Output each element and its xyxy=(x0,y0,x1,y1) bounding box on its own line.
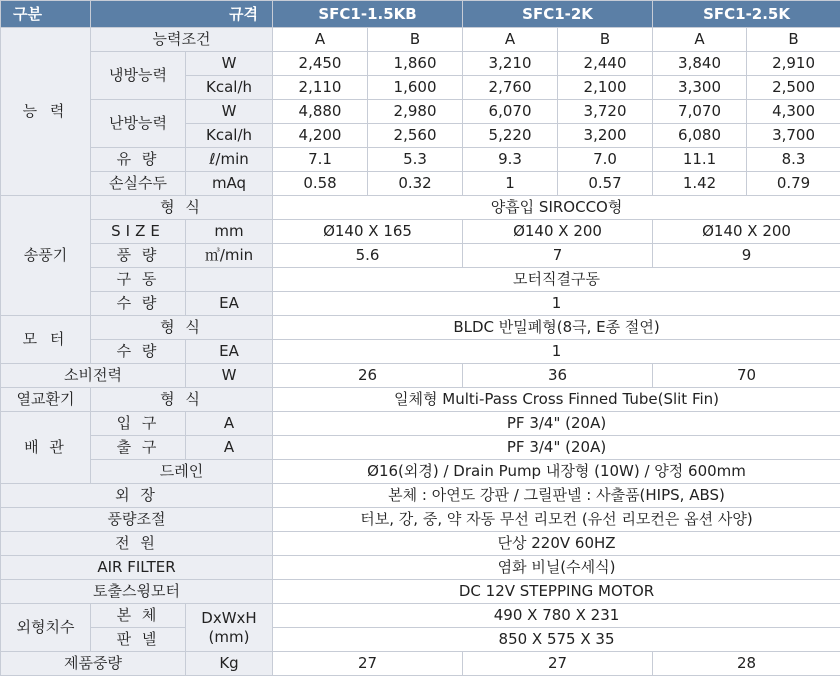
row-weight xyxy=(1,652,840,676)
cell: 5.6 xyxy=(273,244,463,268)
cell: 9.3 xyxy=(463,148,558,172)
row-inlet xyxy=(1,412,840,436)
header-model: SFC1-2.5K xyxy=(653,1,840,28)
row-condition xyxy=(1,28,840,52)
cell: 3,200 xyxy=(558,124,653,148)
unit-w: W xyxy=(186,100,273,124)
value-fan-type: 양흡입 SIROCCO형 xyxy=(273,196,840,220)
cell: 3,700 xyxy=(747,124,840,148)
cell: Ø140 X 200 xyxy=(653,220,840,244)
cell: 3,300 xyxy=(653,76,747,100)
cell: 27 xyxy=(463,652,653,676)
cell: 2,760 xyxy=(463,76,558,100)
cell: B xyxy=(368,28,463,52)
header-model: SFC1-1.5KB xyxy=(273,1,463,28)
row-power xyxy=(1,364,840,388)
value-dim-body: 490 X 780 X 231 xyxy=(273,604,840,628)
cell: B xyxy=(747,28,840,52)
cell: 9 xyxy=(653,244,840,268)
label-condition: 능력조건 xyxy=(91,28,273,52)
row-air-filter xyxy=(1,556,840,580)
label-power: 소비전력 xyxy=(1,364,186,388)
cell: A xyxy=(653,28,747,52)
cell: B xyxy=(558,28,653,52)
row-fan-size xyxy=(1,220,840,244)
header-row xyxy=(1,1,840,28)
unit-flow: ℓ/min xyxy=(186,148,273,172)
label-headloss: 손실수두 xyxy=(91,172,186,196)
cell: 7 xyxy=(463,244,653,268)
label-inlet: 입 구 xyxy=(91,412,186,436)
cell: 3,210 xyxy=(463,52,558,76)
unit-dxwxh: DxWxH xyxy=(201,608,257,627)
cell: 7.1 xyxy=(273,148,368,172)
group-fan: 송풍기 xyxy=(1,196,91,316)
cell: 2,500 xyxy=(747,76,840,100)
unit-mm: mm xyxy=(186,220,273,244)
header-gubun: 구분 xyxy=(1,1,91,28)
row-cooling-w xyxy=(1,52,840,76)
row-exterior xyxy=(1,484,840,508)
value-swing-motor: DC 12V STEPPING MOTOR xyxy=(273,580,840,604)
header-model: SFC1-2K xyxy=(463,1,653,28)
row-fan-qty xyxy=(1,292,840,316)
label-cooling: 냉방능력 xyxy=(91,52,186,100)
value-motor-type: BLDC 반밀폐형(8극, E종 절연) xyxy=(273,316,840,340)
cell: 70 xyxy=(653,364,840,388)
label-fan-drive: 구 동 xyxy=(91,268,186,292)
cell: 28 xyxy=(653,652,840,676)
label-outlet: 출 구 xyxy=(91,436,186,460)
unit-kcal: Kcal/h xyxy=(186,124,273,148)
cell: 36 xyxy=(463,364,653,388)
label-fan-qty: 수 량 xyxy=(91,292,186,316)
value-fan-drive: 모터직결구동 xyxy=(273,268,840,292)
label-power-supply: 전 원 xyxy=(1,532,273,556)
cell: 7.0 xyxy=(558,148,653,172)
label-motor-qty: 수 량 xyxy=(91,340,186,364)
unit-kcal: Kcal/h xyxy=(186,76,273,100)
cell: A xyxy=(273,28,368,52)
value-inlet: PF 3/4" (20A) xyxy=(273,412,840,436)
row-hex xyxy=(1,388,840,412)
label-fan-airflow: 풍 량 xyxy=(91,244,186,268)
unit-empty xyxy=(186,268,273,292)
value-outlet: PF 3/4" (20A) xyxy=(273,436,840,460)
cell: 5.3 xyxy=(368,148,463,172)
unit-a: A xyxy=(186,436,273,460)
unit-kg: Kg xyxy=(186,652,273,676)
value-drain: Ø16(외경) / Drain Pump 내장형 (10W) / 양정 600mm xyxy=(273,460,840,484)
unit-dimensions xyxy=(186,604,273,652)
label-air-filter: AIR FILTER xyxy=(1,556,273,580)
label-airflow-ctrl: 풍량조절 xyxy=(1,508,273,532)
row-motor-qty xyxy=(1,340,840,364)
label-fan-size: SIZE xyxy=(91,220,186,244)
cell: A xyxy=(463,28,558,52)
cell: 3,840 xyxy=(653,52,747,76)
cell: 8.3 xyxy=(747,148,840,172)
cell: 1.42 xyxy=(653,172,747,196)
unit-headloss: mAq xyxy=(186,172,273,196)
group-motor: 모 터 xyxy=(1,316,91,364)
cell: 5,220 xyxy=(463,124,558,148)
cell: Ø140 X 200 xyxy=(463,220,653,244)
cell: 1,860 xyxy=(368,52,463,76)
row-fan-drive xyxy=(1,268,840,292)
cell: 2,440 xyxy=(558,52,653,76)
unit-ea: EA xyxy=(186,340,273,364)
row-fan-airflow xyxy=(1,244,840,268)
label-dim-body: 본 체 xyxy=(91,604,186,628)
value-fan-qty: 1 xyxy=(273,292,840,316)
cell: 11.1 xyxy=(653,148,747,172)
unit-m3min: ㎥/min xyxy=(186,244,273,268)
row-flow xyxy=(1,148,840,172)
label-fan-type: 형 식 xyxy=(91,196,273,220)
cell: 4,300 xyxy=(747,100,840,124)
cell: 2,450 xyxy=(273,52,368,76)
cell: 7,070 xyxy=(653,100,747,124)
label-swing-motor: 토출스윙모터 xyxy=(1,580,273,604)
row-power-supply xyxy=(1,532,840,556)
cell: 6,080 xyxy=(653,124,747,148)
unit-a: A xyxy=(186,412,273,436)
value-dim-panel: 850 X 575 X 35 xyxy=(273,628,840,652)
label-motor-type: 형 식 xyxy=(91,316,273,340)
row-drain xyxy=(1,460,840,484)
cell: Ø140 X 165 xyxy=(273,220,463,244)
cell: 26 xyxy=(273,364,463,388)
cell: 2,980 xyxy=(368,100,463,124)
cell: 3,720 xyxy=(558,100,653,124)
unit-w: W xyxy=(186,364,273,388)
cell: 2,110 xyxy=(273,76,368,100)
label-drain: 드레인 xyxy=(91,460,273,484)
row-swing-motor xyxy=(1,580,840,604)
cell: 4,880 xyxy=(273,100,368,124)
unit-ea: EA xyxy=(186,292,273,316)
value-power-supply: 단상 220V 60HZ xyxy=(273,532,840,556)
cell: 27 xyxy=(273,652,463,676)
group-capacity: 능 력 xyxy=(1,28,91,196)
cell: 2,560 xyxy=(368,124,463,148)
value-motor-qty: 1 xyxy=(273,340,840,364)
row-motor-type xyxy=(1,316,840,340)
label-hex-type: 형 식 xyxy=(91,388,273,412)
value-airflow-ctrl: 터보, 강, 중, 약 자동 무선 리모컨 (유선 리모컨은 옵션 사양) xyxy=(273,508,840,532)
cell: 1,600 xyxy=(368,76,463,100)
row-fan-type xyxy=(1,196,840,220)
label-exterior: 외 장 xyxy=(1,484,273,508)
cell: 0.32 xyxy=(368,172,463,196)
cell: 0.57 xyxy=(558,172,653,196)
cell: 1 xyxy=(463,172,558,196)
header-spec: 규격 xyxy=(91,1,273,28)
row-heating-w xyxy=(1,100,840,124)
group-piping: 배 관 xyxy=(1,412,91,484)
row-airflow-ctrl xyxy=(1,508,840,532)
value-air-filter: 염화 비닐(수세식) xyxy=(273,556,840,580)
group-dimensions: 외형치수 xyxy=(1,604,91,652)
value-exterior: 본체 : 아연도 강판 / 그릴판넬 : 사출품(HIPS, ABS) xyxy=(273,484,840,508)
row-headloss xyxy=(1,172,840,196)
cell: 6,070 xyxy=(463,100,558,124)
unit-w: W xyxy=(186,52,273,76)
label-weight: 제품중량 xyxy=(1,652,186,676)
label-flow: 유 량 xyxy=(91,148,186,172)
cell: 0.58 xyxy=(273,172,368,196)
cell: 0.79 xyxy=(747,172,840,196)
cell: 4,200 xyxy=(273,124,368,148)
value-hex: 일체형 Multi-Pass Cross Finned Tube(Slit Fin) xyxy=(273,388,840,412)
cell: 2,100 xyxy=(558,76,653,100)
label-hex: 열교환기 xyxy=(1,388,91,412)
row-dim-panel xyxy=(1,628,840,652)
cell: 2,910 xyxy=(747,52,840,76)
row-dim-body xyxy=(1,604,840,628)
label-dim-panel: 판 넬 xyxy=(91,628,186,652)
row-outlet xyxy=(1,436,840,460)
unit-mm: (mm) xyxy=(208,627,250,646)
label-heating: 난방능력 xyxy=(91,100,186,148)
